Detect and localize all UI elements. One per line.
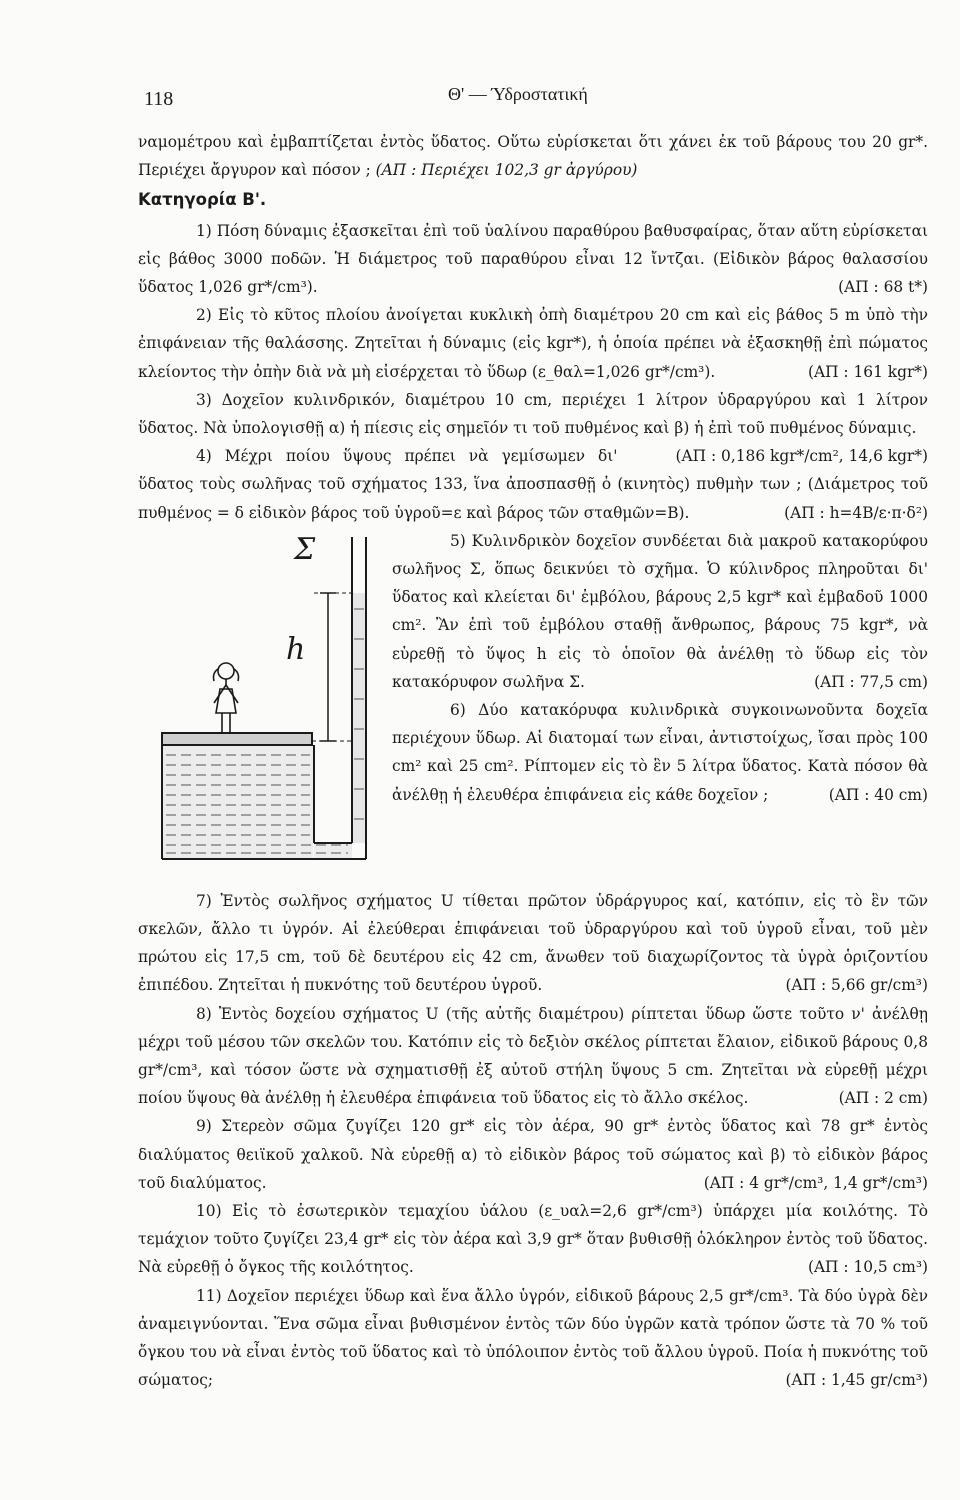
piston xyxy=(162,733,312,745)
problem-11 xyxy=(138,1282,928,1395)
problem-answer: (ΑΠ : 161 kgr*) xyxy=(807,362,928,381)
tube-water xyxy=(353,593,365,843)
problem-answer: (ΑΠ : 1,45 gr/cm³) xyxy=(785,1371,928,1390)
problem-text: 1) Πόση δύναμις ἐξασκεῖται ἐπὶ τοῦ ὑαλίνου παραθύρου βαθυσφαίρας, ὅταν αὕτη εὑρίσκεται εἰς βάθος 3000 ποδῶν. Ἡ διάμετρος τοῦ παραθύρου εἶναι 12 ἴντζαι. (Εἰδικὸν βάρος θαλασσίου ὕδατος 1,026 gr*/cm³). xyxy=(138,221,928,297)
problem-2 xyxy=(138,301,928,386)
problem-answer: (ΑΠ : 10,5 cm³) xyxy=(807,1258,928,1277)
problem-text: 7) Ἐντὸς σωλῆνος σχήματος U τίθεται πρῶτον ὑδράργυρος καί, κατόπιν, εἰς τὸ ἓν τῶν σκελῶν, ἄλλο τι ὑγρόν. Αἱ ἐλεύθεραι ἐπιφάνειαι τοῦ ὑδραργύρου καὶ τοῦ ὑγροῦ εἶναι, τοῦ μὲν πρώτου εἰς 17,5 cm, τοῦ δὲ δευτέρου εἰς 42 cm, ἄνωθεν τοῦ διαχωρίζοντος τὰ ὑγρὰ ὁριζοντίου ἐπιπέδου. Ζητεῖται ἡ πυκνότης τοῦ δευτέρου ὑγροῦ. xyxy=(138,891,928,995)
problem-3 xyxy=(138,386,928,466)
problem-text: 3) Δοχεῖον κυλινδρικόν, διαμέτρου 10 cm, περιέχει 1 λίτρον ὑδραργύρου καὶ 1 λίτρον ὕδατος. Νὰ ὑπολογισθῇ α) ἡ πίεσις εἰς σημεῖόν τι τοῦ πυθμένος καὶ β) ἡ ἐπὶ τοῦ πυθμένος δύναμις. xyxy=(138,390,928,438)
problem-7 xyxy=(138,887,928,1000)
problem-answer: (ΑΠ : 68 t*) xyxy=(838,278,928,297)
connector-water xyxy=(314,844,352,858)
page xyxy=(138,80,928,1395)
intro-paragraph xyxy=(138,128,928,184)
height-label: h xyxy=(286,631,306,667)
cylinder-water xyxy=(163,746,313,858)
tube-label: Σ xyxy=(294,531,316,567)
problem-text: 11) Δοχεῖον περιέχει ὕδωρ καὶ ἕνα ἄλλο ὑγρόν, εἰδικοῦ βάρους 2,5 gr*/cm³. Τὰ δύο ὑγρὰ δὲν ἀναμειγνύονται. Ἕνα σῶμα εἶναι βυθισμένον ἐντὸς τῶν δύο ὑγρῶν κατὰ τρόπον ὥστε τὰ 70 % τοῦ ὄγκου του νὰ εἶναι ἐντὸς τοῦ ὕδατος καὶ τὸ ὑπόλοιπον ἐντὸς τοῦ ἄλλου ὑγροῦ. Ποία ἡ πυκνότης τοῦ σώματος; xyxy=(138,1286,928,1390)
running-head: Θ' — Ύδροστατική xyxy=(448,84,588,104)
intro-text: ναμομέτρου καὶ ἐμβαπτίζεται ἐντὸς ὕδατος. Οὕτω εὑρίσκεται ὅτι χάνει ἐκ τοῦ βάρους του 20 gr*. Περιέχει ἄργυρον καὶ πόσον ; xyxy=(138,133,928,180)
problem-answer: (ΑΠ : 40 cm) xyxy=(828,785,928,804)
problem-text: 5) Κυλινδρικὸν δοχεῖον συνδέεται διὰ μακροῦ κατακορύφου σωλῆνος Σ, ὅπως δεικνύει τὸ σχῆμα. Ὁ κύλινδρος πληροῦται δι' ὕδατος καὶ κλείεται δι' ἐμβόλου, βάρους 2,5 kgr* καὶ ἐμβαδοῦ 1000 cm². Ἂν ἐπὶ τοῦ ἐμβόλου σταθῇ ἄνθρωπος, βάρους 75 kgr*, νὰ εὑρεθῇ τὸ ὕψος h εἰς τὸ ὁποῖον θὰ ἀνέλθῃ τὸ ὕδωρ εἰς τὸν κατακόρυφον σωλῆνα Σ. xyxy=(392,531,928,691)
category-heading: Κατηγορία Β'. xyxy=(138,190,267,210)
person-figure xyxy=(214,663,239,733)
problem-text: 9) Στερεὸν σῶμα ζυγίζει 120 gr* εἰς τὸν ἀέρα, 90 gr* ἐντὸς ὕδατος καὶ 78 gr* ἐντὸς διαλύματος θειϊκοῦ χαλκοῦ. Νὰ εὑρεθῇ α) τὸ εἰδικὸν βάρος τοῦ σώματος καὶ β) τὸ εἰδικὸν βάρος τοῦ διαλύματος. xyxy=(138,1117,928,1192)
vessel-diagram xyxy=(138,529,386,887)
problem-text: 10) Εἰς τὸ ἐσωτερικὸν τεμαχίου ὑάλου (ε_υαλ=2,6 gr*/cm³) ὑπάρχει μία κοιλότης. Τὸ τεμάχιον τοῦτο ζυγίζει 23,4 gr* εἰς τὸν ἀέρα καὶ 3,9 gr* ὅταν βυθισθῇ ὁλόκληρον ἐντὸς τοῦ ὕδατος. Νὰ εὑρεθῇ ὁ ὄγκος τῆς κοιλότητος. xyxy=(138,1202,928,1277)
problem-text: 2) Εἰς τὸ κῦτος πλοίου ἀνοίγεται κυκλικὴ ὀπὴ διαμέτρου 20 cm καὶ εἰς βάθος 5 m ὑπὸ τὴν ἐπιφάνειαν τῆς θαλάσσης. Ζητεῖται ἡ δύναμις (εἰς kgr*), ἡ ὁποία πρέπει νὰ ἐξασκηθῇ ἐπὶ πώματος κλείοντος τὴν ὀπὴν διὰ νὰ μὴ εἰσέρχεται τὸ ὕδωρ (ε_θαλ=1,026 gr*/cm³). xyxy=(138,306,928,381)
problem-answer: (ΑΠ : 5,66 gr/cm³) xyxy=(785,976,928,995)
problem-text: 4) Μέχρι ποίου ὕψους πρέπει νὰ γεμίσωμεν δι' ὕδατος τοὺς σωλῆνας τοῦ σχήματος 133, ἵνα ἀποσπασθῇ ὁ (κινητὸς) πυθμὴν των ; (Διάμετρος τοῦ πυθμένος = δ εἰδικὸν βάρος τοῦ ὑγροῦ=ε καὶ βάρος τῶν σταθμῶν=B). xyxy=(138,447,928,522)
page-header xyxy=(138,80,928,114)
problem-answer: (ΑΠ : 0,186 kgr*/cm², 14,6 kgr*) xyxy=(675,447,928,466)
problem-text: 8) Ἐντὸς δοχείου σχήματος U (τῆς αὐτῆς διαμέτρου) ρίπτεται ὕδωρ ὥστε τοῦτο ν' ἀνέλθῃ μέχρι τοῦ μέσου τῶν σκελῶν του. Κατόπιν εἰς τὸ δεξιὸν σκέλος ρίπτεται ἔλαιον, εἰδικοῦ βάρους 0,8 gr*/cm³, καὶ τόσον ὥστε νὰ σχηματισθῇ ἐξ αὐτοῦ στήλη ὕψους 5 cm. Ζητεῖται νὰ εὑρεθῇ μέχρι ποίου ὕψους θὰ ἀνέλθῃ ἡ ἐλευθέρα ἐπιφάνεια τοῦ ὕδατος εἰς τὸ ἄλλο σκέλος. xyxy=(138,1004,928,1108)
problem-8 xyxy=(138,1000,928,1113)
figure-block xyxy=(138,527,928,887)
problem-9 xyxy=(138,1112,928,1197)
problem-answer: (ΑΠ : h=4B/ε·π·δ²) xyxy=(784,503,928,522)
page-body xyxy=(138,128,928,1395)
problem-answer: (ΑΠ : 2 cm) xyxy=(838,1089,928,1108)
problem-answer: (ΑΠ : 4 gr*/cm³, 1,4 gr*/cm³) xyxy=(703,1173,928,1192)
problem-10 xyxy=(138,1197,928,1282)
vessel-figure xyxy=(138,529,386,887)
problem-answer: (ΑΠ : 77,5 cm) xyxy=(814,672,928,691)
page-number: 118 xyxy=(144,88,174,110)
problem-text: 6) Δύο κατακόρυφα κυλινδρικὰ συγκοινωνοῦντα δοχεῖα περιέχουν ὕδωρ. Αἱ διατομαί των εἶναι, ἀντιστοίχως, ἴσαι πρὸς 100 cm² καὶ 25 cm². Ρίπτομεν εἰς τὸ ἓν 5 λίτρα ὕδατος. Κατὰ πόσον θὰ ἀνέλθῃ ἡ ἐλευθέρα ἐπιφάνεια εἰς κάθε δοχεῖον ; xyxy=(392,701,928,804)
problem-1 xyxy=(138,217,928,302)
intro-answer: (ΑΠ : Περιέχει 102,3 gr ἀργύρου) xyxy=(375,161,638,180)
